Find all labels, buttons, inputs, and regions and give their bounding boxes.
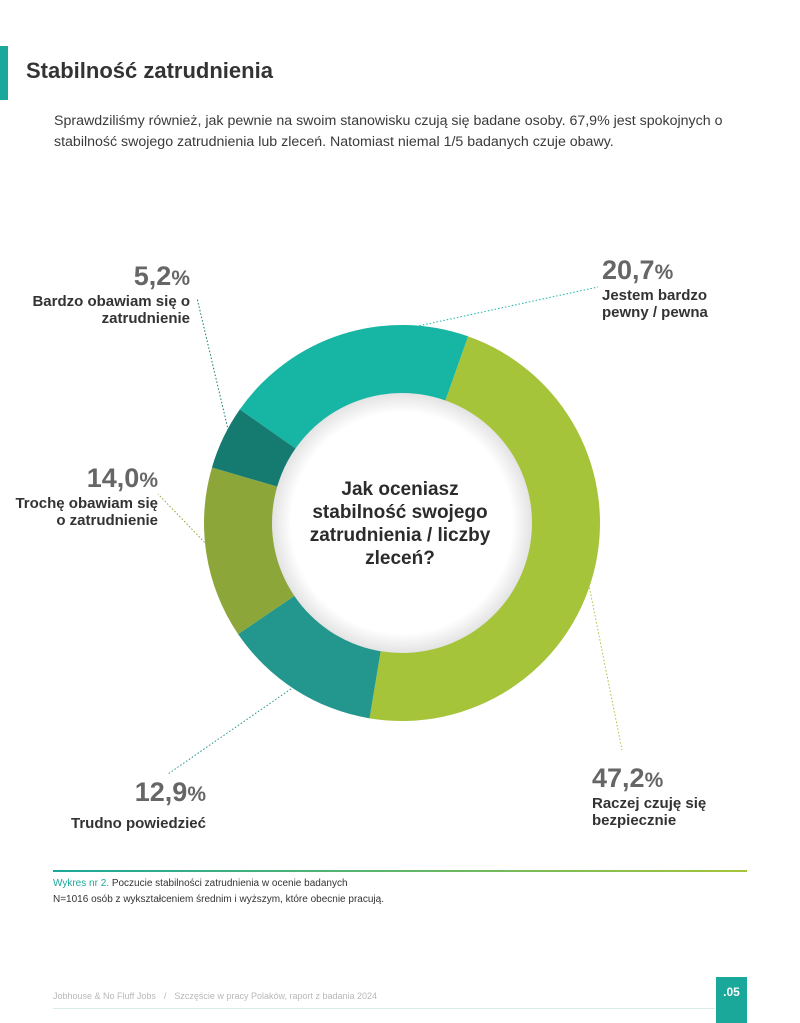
caption-text: Poczucie stabilności zatrudnienia w ocenie badanych [111,878,348,889]
page-number: .05 [716,977,747,1023]
label-very-confident: 20,7% Jestem bardzo pewny / pewna [602,256,742,321]
desc-hard-to-say: Trudno powiedzieć [70,815,206,832]
desc-very-confident: Jestem bardzo pewny / pewna [602,287,708,321]
page-title: Stabilność zatrudnienia [26,58,273,83]
desc-somewhat-worried: Trochę obawiam się o zatrudnienie [15,495,158,529]
caption-prefix: Wykres nr 2. [53,878,110,889]
value-very-confident: 20,7 [602,255,655,285]
desc-very-worried: Bardzo obawiam się o zatrudnienie [32,293,190,327]
label-rather-safe: 47,2% Raczej czuję się bezpiecznie [592,764,732,829]
leader-rather-safe [586,571,622,750]
footer-report: Szczęście w pracy Polaków, raport z badania 2024 [174,991,378,1001]
desc-rather-safe: Raczej czuję się bezpiecznie [592,795,707,829]
caption-divider [53,870,747,872]
intro-paragraph: Sprawdziliśmy również, jak pewnie na swoim stanowisku czują się badane osoby. 67,9% jest spokojnych o stabilność swojego zatrudnienia lub zleceń. Natomiast niemal 1/5 badanych czuje obawy. [54,113,723,150]
footer [53,991,377,1001]
leader-hard-to-say [168,683,299,774]
value-very-worried: 5,2 [133,261,172,291]
footer-brand: Jobhouse & No Fluff Jobs [53,991,156,1001]
label-very-worried: 5,2% Bardzo obawiam się o zatrudnienie [20,262,190,327]
value-somewhat-worried: 14,0 [86,463,140,493]
label-hard-to-say: 12,9% Trudno powiedzieć [40,778,206,832]
leader-very-worried [197,298,231,441]
chart-center-question: Jak oceniasz stabilność swojego zatrudnienia / liczby zleceń? [309,479,491,569]
chart-caption [53,876,384,908]
label-somewhat-worried: 14,0% Trochę obawiam się o zatrudnienie [10,464,158,529]
value-hard-to-say: 12,9 [134,777,188,807]
leader-very-confident [344,287,598,342]
footer-separator: / [163,991,167,1001]
footer-divider [53,1008,715,1009]
caption-note: N=1016 osób z wykształceniem średnim i wyższym, które obecnie pracują. [53,894,384,905]
value-rather-safe: 47,2 [592,763,645,793]
